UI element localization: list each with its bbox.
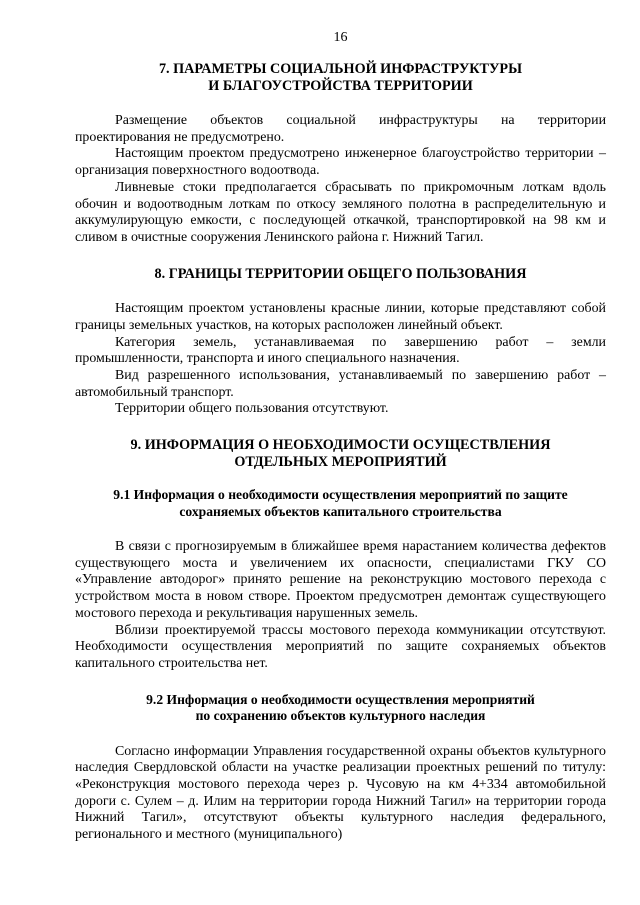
subsection-9-1-paragraph: В связи с прогнозируемым в ближайшее время нарастанием количества дефектов существующего моста и увеличением их опасности, специалистами ГКУ СО «Управление автодорог» принято решение на реконструкцию мостового перехода с устройством моста в новом створе. Проектом предусмотрен демонтаж существующего мостового перехода и рекультивация нарушенных земель.	[75, 539, 606, 621]
section-9-title	[75, 437, 606, 470]
section-8-paragraph: Территории общего пользования отсутствуют.	[115, 401, 389, 417]
subsection-9-2-title	[75, 692, 606, 725]
section-7-title	[75, 61, 606, 94]
section-8	[75, 266, 606, 418]
subsection-9-2-title-line-1: 9.2 Информация о необходимости осуществления мероприятий	[146, 691, 535, 707]
section-7-title-line-1: 7. ПАРАМЕТРЫ СОЦИАЛЬНОЙ ИНФРАСТРУКТУРЫ	[158, 61, 523, 77]
section-7-paragraph: Настоящим проектом предусмотрено инженерное благоустройство территории – организация поверхностного водоотвода.	[75, 146, 606, 179]
section-7-paragraph: Ливневые стоки предполагается сбрасывать по прикромочным лоткам вдоль обочин и водоотводным лоткам по откосу земляного полотна в распределительную и аккумулирующую емкости, с последующей откачкой, транспортировкой на 98 км и сливом в очистные сооружения Ленинского района г. Нижний Тагил.	[75, 179, 606, 245]
section-8-paragraph: Вид разрешенного использования, устанавливаемый по завершению работ – автомобильный транспорт.	[75, 367, 606, 400]
subsection-9-1-title-line-1: 9.1 Информация о необходимости осуществления мероприятий по защите	[113, 487, 568, 503]
subsection-9-2-paragraph: Согласно информации Управления государственной охраны объектов культурного наследия Свердловской области на участке реализации проектных решений по титулу: «Реконструкция мостового перехода через р. Чусовую на км 4+334 автомобильной дороги с. Сулем – д. Илим на территории города Нижний Тагил» на территории города Нижний Тагил», отсутствуют объекты культурного наследия федерального, регионального и местного (муниципального)	[75, 743, 606, 843]
section-7	[75, 61, 606, 247]
subsection-9-2-title-line-2: по сохранению объектов культурного наследия	[195, 708, 486, 724]
section-8-paragraph: Настоящим проектом установлены красные линии, которые представляют собой границы земельных участков, на которых расположен линейный объект.	[75, 301, 606, 333]
subsection-9-1-title-line-2: сохраняемых объектов капитального строительства	[179, 503, 502, 519]
section-8-title: 8. ГРАНИЦЫ ТЕРРИТОРИИ ОБЩЕГО ПОЛЬЗОВАНИЯ	[154, 265, 527, 282]
section-9	[75, 437, 606, 844]
section-9-title-line-1: 9. ИНФОРМАЦИЯ О НЕОБХОДИМОСТИ ОСУЩЕСТВЛЕНИЯ	[130, 437, 551, 454]
section-7-title-line-2: И БЛАГОУСТРОЙСТВА ТЕРРИТОРИИ	[208, 77, 473, 94]
page-number: 16	[333, 30, 348, 45]
section-9-title-line-2: ОТДЕЛЬНЫХ МЕРОПРИЯТИЙ	[234, 453, 447, 470]
subsection-9-1-paragraph: Вблизи проектируемой трассы мостового перехода коммуникации отсутствуют. Необходимости осуществления мероприятий по защите сохраняемых объектов капитального строительства нет.	[75, 622, 606, 671]
section-7-paragraph: Размещение объектов социальной инфраструктуры на территории проектирования не предусмотрено.	[75, 113, 606, 145]
subsection-9-1-title	[75, 487, 606, 520]
section-8-paragraph: Категория земель, устанавливаемая по завершению работ – земли промышленности, транспорта и иного специального назначения.	[75, 334, 606, 367]
